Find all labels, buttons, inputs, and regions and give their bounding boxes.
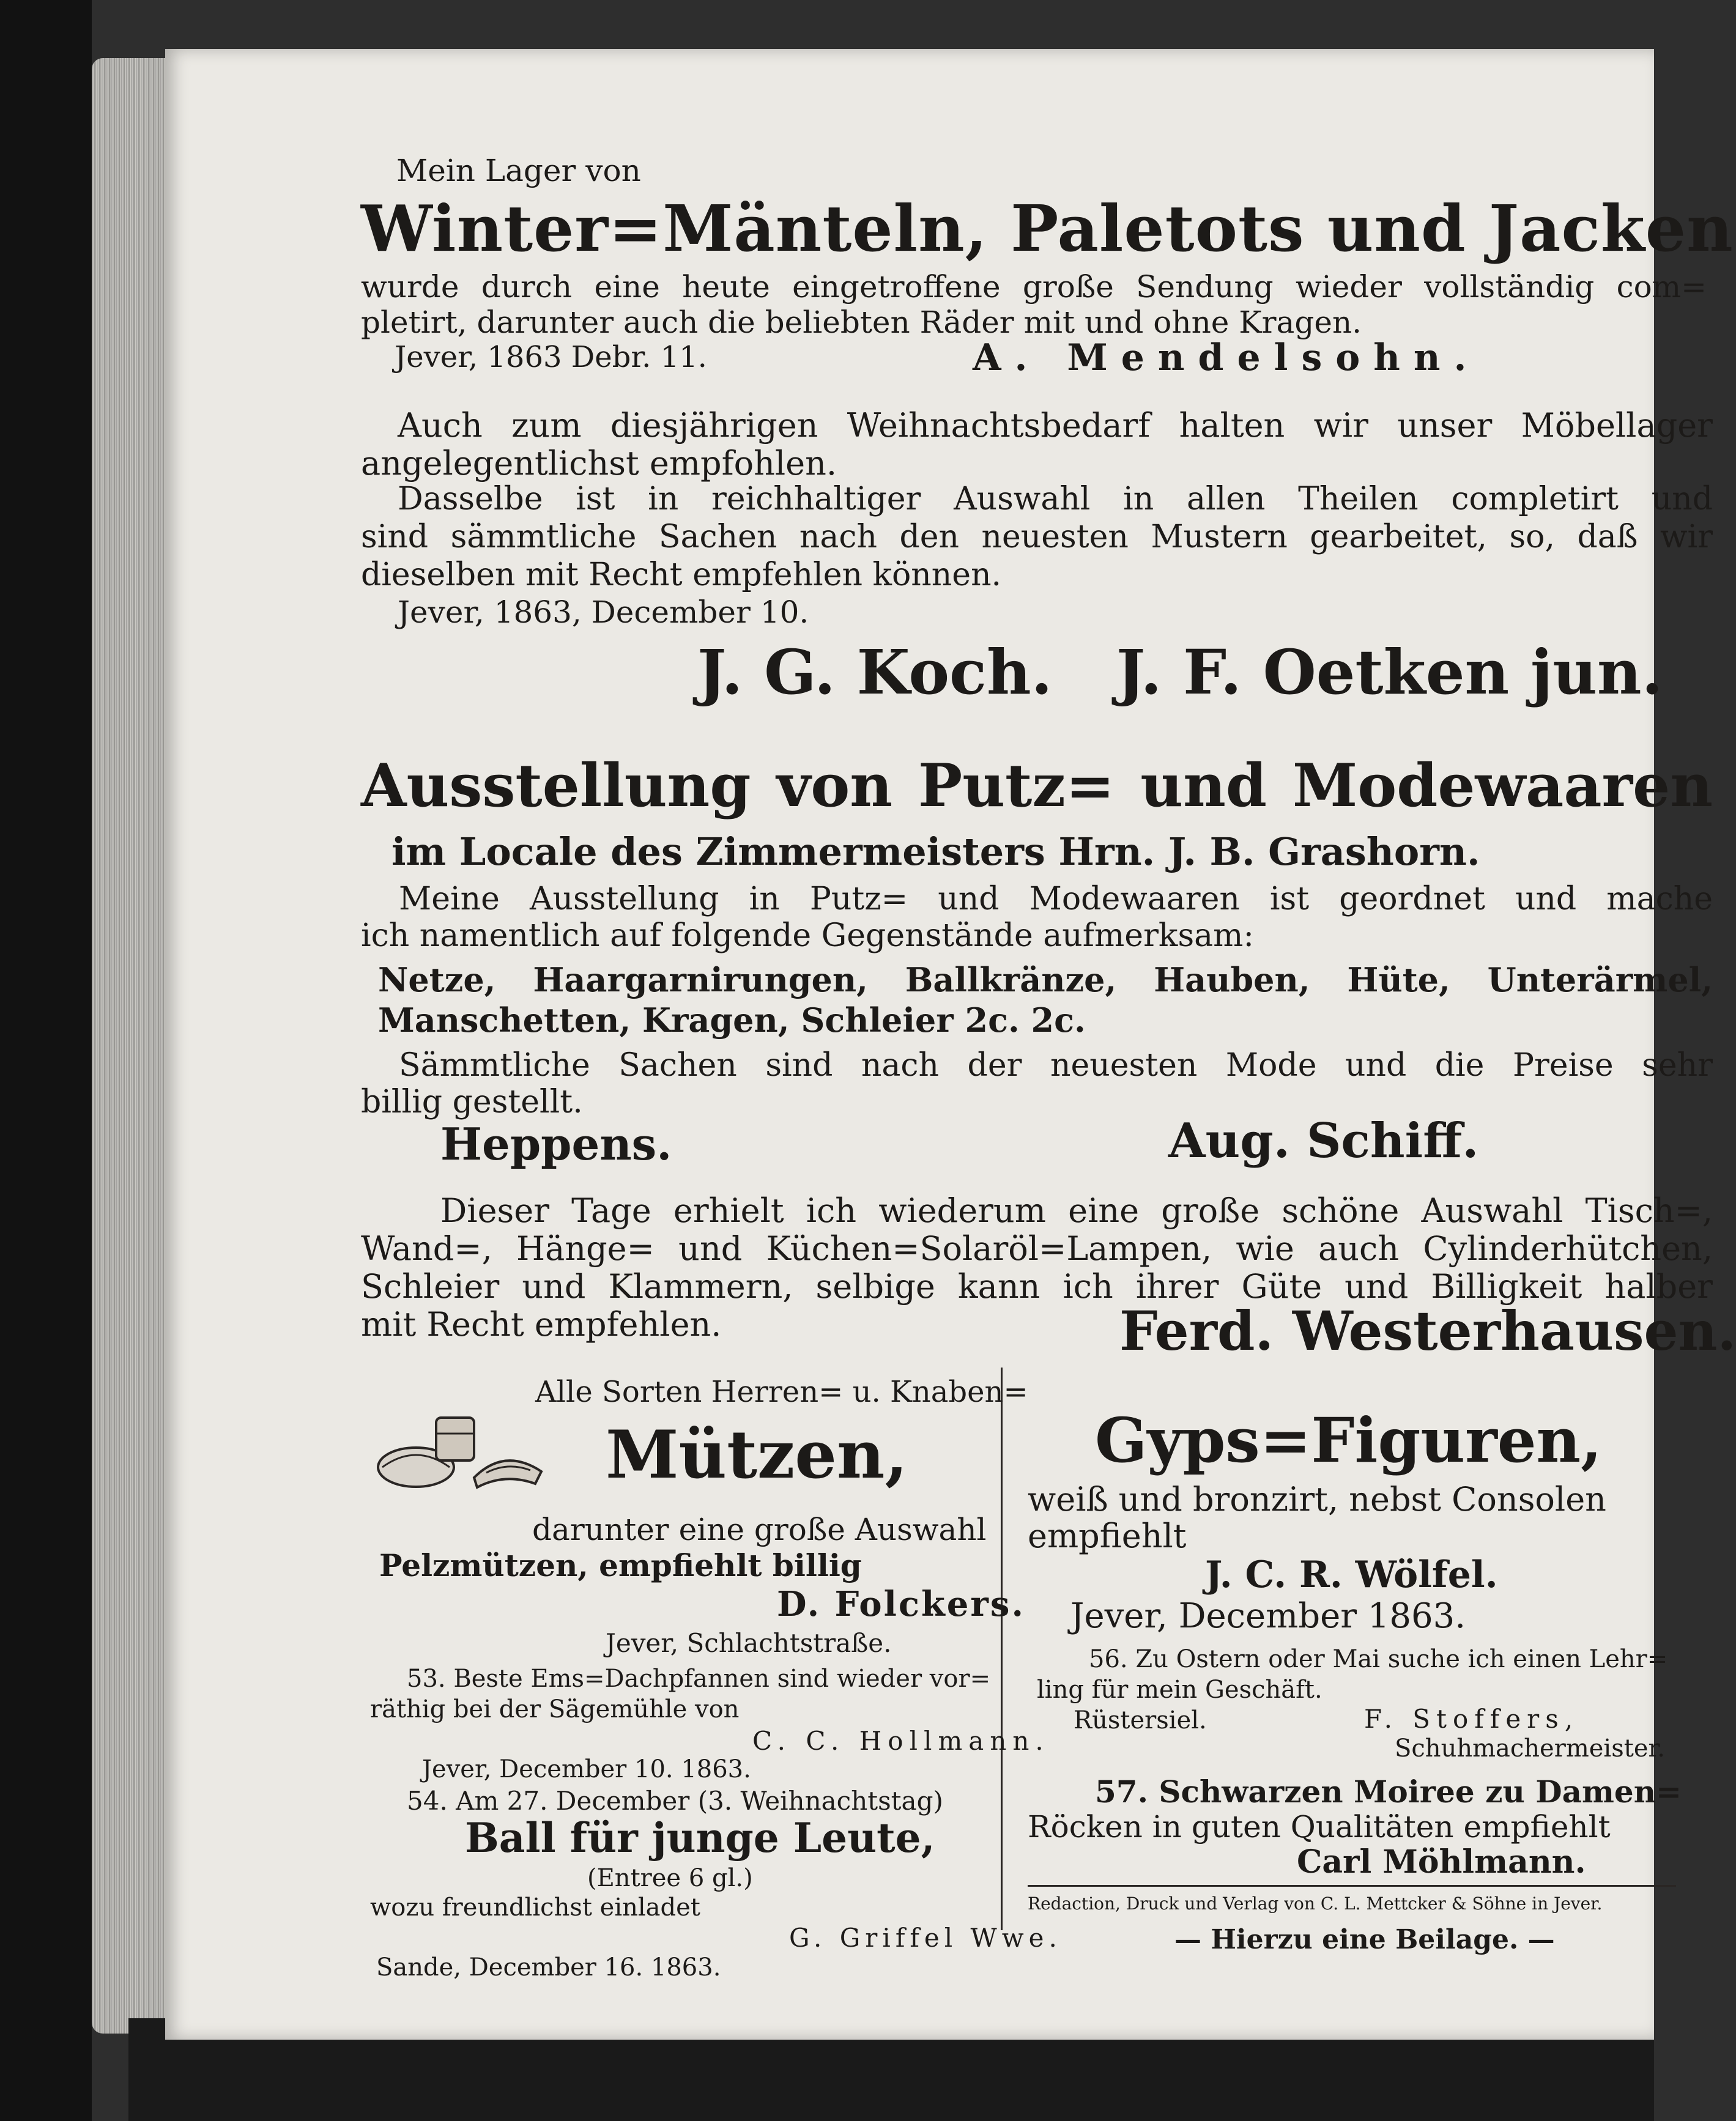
- ad54-signer: G. Griffel Wwe.: [789, 1923, 1062, 1953]
- putz-line4: Manschetten, Kragen, Schleier 2c. 2c.: [378, 1001, 1086, 1040]
- mendelsohn-signer: A. Mendelsohn.: [973, 336, 1480, 379]
- ad56-signer: F. Stoffers,: [1364, 1704, 1579, 1734]
- moebel-line5: dieselben mit Recht empfehlen können.: [361, 557, 1002, 593]
- ad56-title: Schuhmachermeister.: [1395, 1734, 1665, 1763]
- moebel-line1: Auch zum diesjährigen Weihnachtsbedarf halten wir unser Möbellager: [398, 406, 1713, 445]
- mendelsohn-headline: Winter=Mänteln, Paletots und Jacken: [361, 191, 1734, 266]
- gyps-headline: Gyps=Figuren,: [1095, 1404, 1602, 1476]
- moebel-signer: J. G. Koch. J. F. Oetken jun.: [697, 636, 1663, 708]
- ad53-line1: 53. Beste Ems=Dachpfannen sind wieder vor=: [407, 1665, 991, 1693]
- footer-rule: [1028, 1885, 1676, 1887]
- ad54-headline: Ball für junge Leute,: [465, 1814, 935, 1862]
- muetzen-line2: darunter eine große Auswahl: [532, 1512, 987, 1547]
- moebel-line2: angelegentlichst empfohlen.: [361, 444, 837, 483]
- ad53-signer: C. C. Hollmann.: [752, 1726, 1050, 1756]
- hats-illustration: [370, 1409, 547, 1495]
- putz-line1: Meine Ausstellung in Putz= und Modewaaren ist geordnet und mache: [399, 881, 1713, 917]
- ad53-place-date: Jever, December 10. 1863.: [422, 1755, 751, 1783]
- gyps-signer: J. C. R. Wölfel.: [1205, 1553, 1498, 1596]
- putz-subhead: im Locale des Zimmermeisters Hrn. J. B. Grashorn.: [391, 829, 1480, 874]
- putz-line5: Sämmtliche Sachen sind nach der neuesten Mode und die Preise sehr: [399, 1047, 1713, 1084]
- putz-line6: billig gestellt.: [361, 1084, 583, 1120]
- ad57-line2: Röcken in guten Qualitäten empfiehlt: [1028, 1809, 1611, 1845]
- lampen-signer: Ferd. Westerhausen.: [1119, 1299, 1736, 1363]
- muetzen-headline: Mützen,: [606, 1416, 908, 1494]
- footer-note: — Hierzu eine Beilage. —: [1174, 1924, 1555, 1955]
- gyps-line2: empfiehlt: [1028, 1517, 1187, 1555]
- lampen-line4: mit Recht empfehlen.: [361, 1305, 722, 1344]
- column-divider: [1001, 1368, 1003, 1930]
- ad56-line1: 56. Zu Ostern oder Mai suche ich einen Lehr=: [1089, 1645, 1668, 1673]
- ad57-signer: Carl Möhlmann.: [1297, 1843, 1586, 1881]
- putz-place: Heppens.: [440, 1118, 672, 1170]
- gyps-line1: weiß und bronzirt, nebst Consolen: [1028, 1480, 1606, 1519]
- muetzen-signer: D. Folckers.: [777, 1584, 1025, 1624]
- ad54-line2: wozu freundlichst einladet: [370, 1893, 700, 1922]
- mendelsohn-intro: Mein Lager von: [396, 153, 641, 188]
- mendelsohn-line1: wurde durch eine heute eingetroffene große Sendung wieder vollständig com=: [361, 269, 1707, 305]
- page-edges: [92, 58, 177, 2034]
- ad53-line2: räthig bei der Sägemühle von: [370, 1695, 740, 1723]
- moebel-line4: sind sämmtliche Sachen nach den neuesten Mustern gearbeitet, so, daß wir: [361, 519, 1713, 555]
- muetzen-line1: Alle Sorten Herren= u. Knaben=: [535, 1375, 1028, 1409]
- lampen-line2: Wand=, Hänge= und Küchen=Solaröl=Lampen, wie auch Cylinderhütchen,: [361, 1229, 1713, 1268]
- lampen-line1: Dieser Tage erhielt ich wiederum eine große schöne Auswahl Tisch=,: [440, 1191, 1713, 1230]
- newspaper-page: [165, 49, 1736, 2040]
- footer-imprint: Redaction, Druck und Verlag von C. L. Mettcker & Söhne in Jever.: [1028, 1893, 1603, 1914]
- putz-signer: Aug. Schiff.: [1168, 1113, 1479, 1169]
- ad54-entree: (Entree 6 gl.): [587, 1864, 753, 1892]
- moebel-place-date: Jever, 1863, December 10.: [398, 594, 809, 630]
- mendelsohn-place-date: Jever, 1863 Debr. 11.: [395, 340, 707, 374]
- lampen-line3: Schleier und Klammern, selbige kann ich ihrer Güte und Billigkeit halber: [361, 1267, 1713, 1306]
- putz-line2: ich namentlich auf folgende Gegenstände aufmerksam:: [361, 917, 1254, 954]
- muetzen-place: Jever, Schlachtstraße.: [606, 1628, 892, 1658]
- ad56-place: Rüstersiel.: [1074, 1706, 1207, 1734]
- muetzen-line3: Pelzmützen, empfiehlt billig: [379, 1547, 862, 1583]
- ad54-place-date: Sande, December 16. 1863.: [376, 1953, 721, 1982]
- book-spine: [0, 0, 92, 2121]
- putz-line3: Netze, Haargarnirungen, Ballkränze, Hauben, Hüte, Unterärmel,: [378, 960, 1713, 999]
- gyps-place-date: Jever, December 1863.: [1070, 1596, 1466, 1636]
- ad56-line2: ling für mein Geschäft.: [1037, 1676, 1322, 1704]
- mendelsohn-line2: pletirt, darunter auch die beliebten Räder mit und ohne Kragen.: [361, 305, 1362, 340]
- ad57-line1: 57. Schwarzen Moiree zu Damen=: [1095, 1774, 1682, 1810]
- ad54-line1: 54. Am 27. December (3. Weihnachtstag): [407, 1786, 943, 1816]
- putz-headline: Ausstellung von Putz= und Modewaaren: [361, 751, 1713, 820]
- moebel-line3: Dasselbe ist in reichhaltiger Auswahl in allen Theilen completirt und: [398, 481, 1713, 517]
